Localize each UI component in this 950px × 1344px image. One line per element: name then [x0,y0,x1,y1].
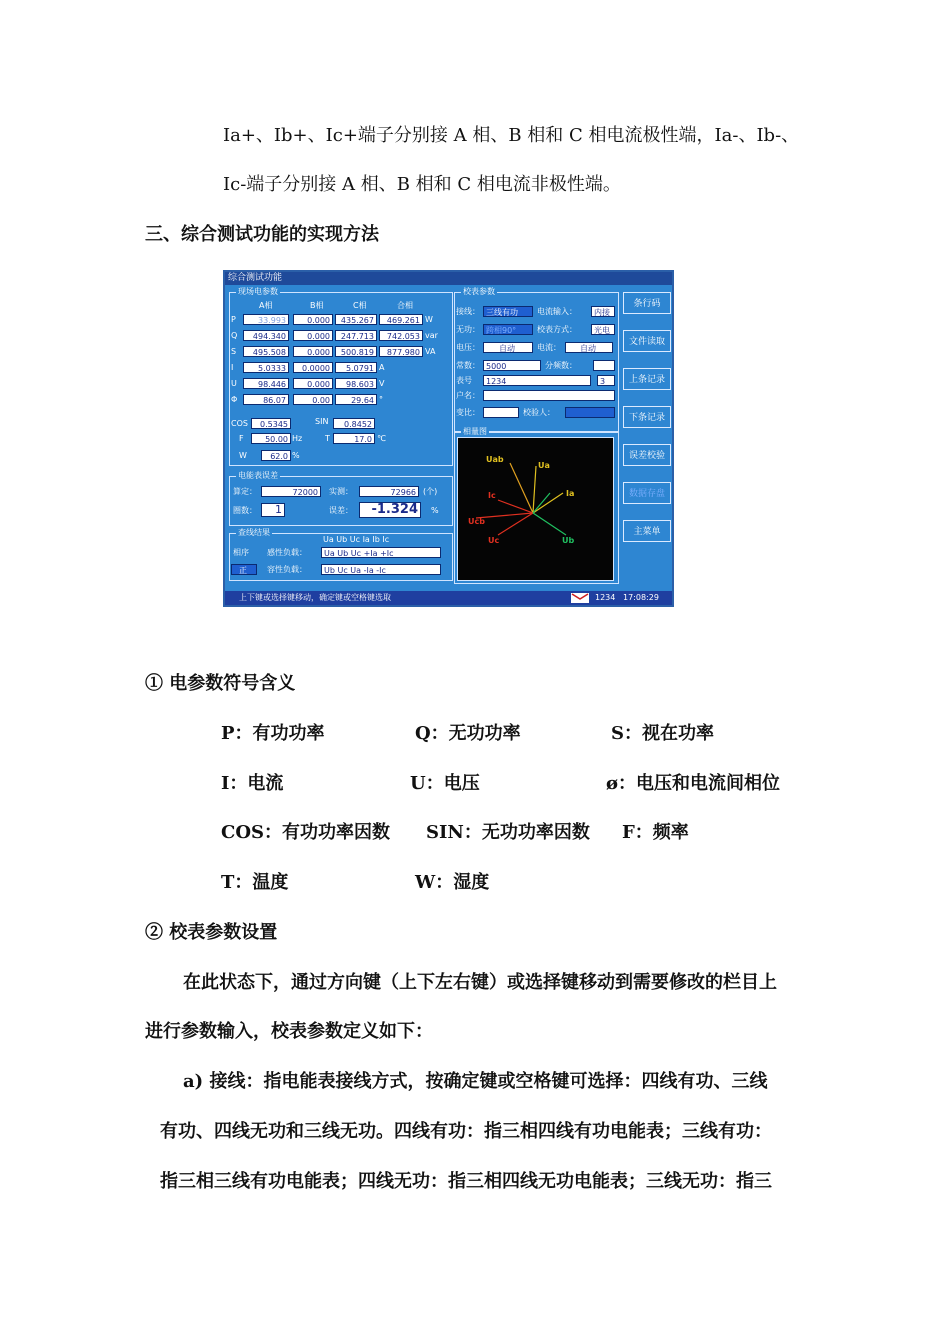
checker-label: 校验人： [523,408,555,417]
row-unit: W [425,315,433,324]
row-total-value: 742.053 [379,330,423,341]
row-total-value: 469.261 [379,314,423,325]
col-a: A相 [259,301,273,310]
cap-label: 容性负载： [267,565,307,574]
freq-label: F [239,434,244,443]
sin-label: SIN [315,417,329,426]
uab-text: Uab [486,455,504,464]
owner-input[interactable] [483,390,615,401]
screen-title: 综合测试功能 [225,272,672,285]
row-label: I [231,363,234,372]
row-b-value: 0.000 [293,330,333,341]
ratio-input[interactable] [483,407,519,418]
meter-no-input[interactable]: 1234 [483,375,591,386]
row-unit: ° [379,395,383,404]
sin-value: 0.8452 [333,418,375,429]
turns-value: 1 [261,503,285,517]
calc-label: 算定： [233,487,257,496]
symbol-phi: ø：电压和电流间相位 [606,773,781,794]
ucb-text: Ucb [468,517,485,526]
paragraph-line-1: Ia+、Ib+、Ic+端子分别接 A 相、B 相和 C 相电流极性端，Ia-、Ib-、 [223,125,800,146]
symbol-sin: SIN：无功功率因数 [426,822,590,843]
err-value: -1.324 [359,502,421,518]
field-params-legend: 现场电参数 [238,287,278,296]
ic-text: Ic [488,491,496,500]
body-line-3: a) 接线：指电能表接线方式，按确定键或空格键可选择：四线有功、三线 [183,1071,768,1092]
row-total-value: 877.980 [379,346,423,357]
turns-label: 圈数： [233,506,257,515]
item1-heading: ① 电参数符号含义 [145,673,296,694]
wiring-result-legend: 查线结果 [238,528,270,537]
seq-value: 正 [231,564,257,575]
row-label: S [231,347,237,356]
cos-value: 0.5345 [251,418,291,429]
calibration-legend: 校表参数 [463,287,495,296]
symbol-s: S：视在功率 [611,723,714,744]
symbol-p: P：有功功率 [221,723,325,744]
error-check-button[interactable]: 误差校验 [623,444,671,466]
body-line-5: 指三相三线有功电能表；四线无功：指三相四线无功电能表；三线无功：指三 [160,1171,772,1192]
row-c-value: 5.0791 [335,362,377,373]
cal-mode-label: 校表方式： [537,325,577,334]
symbol-i: I：电流 [221,773,284,794]
symbol-t: T：温度 [221,872,289,893]
item2-heading: ② 校表参数设置 [145,922,278,943]
symbol-q: Q：无功功率 [415,723,521,744]
humidity-unit: % [292,451,300,460]
cap-value: Ub Uc Ua -Ia -Ic [321,564,441,575]
meter-no-label: 表号 [456,376,472,385]
cal-mode-select[interactable]: 光电 [591,324,615,335]
ratio-label: 变比： [456,408,480,417]
body-line-4: 有功、四线无功和三线无功。四线有功：指三相四线有功电能表；三线有功： [160,1121,772,1142]
row-b-value: 0.0000 [293,362,333,373]
meter-error-legend: 电能表误差 [238,471,278,480]
wiring-header: Ua Ub Uc Ia Ib Ic [323,535,390,544]
cos-label: COS [231,419,248,428]
status-time: 17:08:29 [623,593,659,602]
circles-label: 圈数： [565,376,589,385]
row-a-value: 86.07 [243,394,289,405]
err-label: 误差： [329,506,353,515]
ua-text: Ua [538,461,550,470]
circles-input[interactable]: 3 [597,375,615,386]
voltage-label: 电压： [456,343,480,352]
cur-in-label: 电流输入： [537,307,577,316]
freq-value: 50.00 [251,433,291,444]
row-a-value: 98.446 [243,378,289,389]
row-a-value: 494.340 [243,330,289,341]
meas-unit: (个) [423,487,438,496]
save-data-button[interactable]: 数据存盘 [623,482,671,504]
humidity-label: W [239,451,247,460]
row-label: P [231,315,236,324]
prev-record-button[interactable]: 上条记录 [623,368,671,390]
reactive-select[interactable]: 跨相90° [483,324,533,335]
main-menu-button[interactable]: 主菜单 [623,520,671,542]
current-label: 电流： [537,343,561,352]
row-c-value: 435.267 [335,314,377,325]
mail-icon [571,593,589,603]
row-b-value: 0.000 [293,346,333,357]
row-a-value: 33.993 [243,314,289,325]
row-b-value: 0.000 [293,378,333,389]
ub-vector [533,513,566,535]
row-label: Q [231,331,238,340]
status-bar [225,591,672,605]
temp-label: T [325,434,330,443]
row-b-value: 0.00 [293,394,333,405]
ia-text: Ia [566,489,575,498]
next-record-button[interactable]: 下条记录 [623,406,671,428]
ua-vector [533,466,536,513]
divider-input[interactable] [593,360,615,371]
uc-text: Uc [488,536,500,545]
phasor-diagram [457,437,614,581]
reactive-label: 无功： [456,325,480,334]
row-b-value: 0.000 [293,314,333,325]
row-unit: A [379,363,385,372]
row-unit: V [379,379,385,388]
meter-error-group [229,471,453,526]
row-unit: VA [425,347,436,356]
symbol-f: F：频率 [622,822,689,843]
symbol-u: U：电压 [410,773,480,794]
ub-text: Ub [562,536,575,545]
status-text: 上下键或选择键移动，确定键或空格键选取 [239,593,391,602]
body-line-1: 在此状态下，通过方向键（上下左右键）或选择键移动到需要修改的栏目上 [183,972,777,993]
ind-label: 感性负载： [267,548,307,557]
section-heading: 三、综合测试功能的实现方法 [145,224,379,245]
row-c-value: 500.819 [335,346,377,357]
uc-vector [498,513,533,535]
cur-in-select[interactable]: 内接 [591,306,615,317]
phasor-legend: 相量图 [463,427,487,436]
symbol-cos: COS：有功功率因数 [221,822,391,843]
paragraph-line-2: Ic-端子分别接 A 相、B 相和 C 相电流非极性端。 [223,174,621,195]
file-read-button[interactable]: 文件读取 [623,330,671,352]
body-line-2: 进行参数输入，校表参数定义如下： [145,1021,433,1042]
freq-unit: Hz [292,434,303,443]
row-c-value: 247.713 [335,330,377,341]
col-b: B相 [310,301,324,310]
calc-value: 72000 [261,486,321,497]
meas-value: 72966 [359,486,419,497]
row-c-value: 29.64 [335,394,377,405]
temp-value: 17.0 [333,433,375,444]
meas-label: 实测： [329,487,353,496]
const-input[interactable]: 5000 [483,360,541,371]
col-c: C相 [353,301,367,310]
temp-unit: ℃ [377,434,386,443]
col-total: 合相 [397,301,413,310]
phasor-svg [458,438,613,580]
const-label: 常数： [456,361,480,370]
row-a-value: 5.0333 [243,362,289,373]
row-a-value: 495.508 [243,346,289,357]
row-label: Φ [231,395,238,404]
checker-input[interactable] [565,407,615,418]
wiring-label: 接线： [456,307,480,316]
row-label: U [231,379,237,388]
divider-label: 分频数： [545,361,577,370]
row-c-value: 98.603 [335,378,377,389]
humidity-value: 62.0 [261,450,291,461]
owner-label: 户名： [456,391,480,400]
symbol-w: W：湿度 [415,872,490,893]
screenshot-panel [223,270,674,607]
wiring-select[interactable]: 三线有功 [483,306,533,317]
status-code: 1234 [595,593,616,602]
barcode-button[interactable]: 条行码 [623,292,671,314]
voltage-select[interactable]: 自动 [483,342,533,353]
seq-label: 相序 [233,548,249,557]
current-select[interactable]: 自动 [565,342,613,353]
ind-value: Ua Ub Uc +Ia +Ic [321,547,441,558]
row-unit: var [425,331,438,340]
err-unit: % [431,506,439,515]
